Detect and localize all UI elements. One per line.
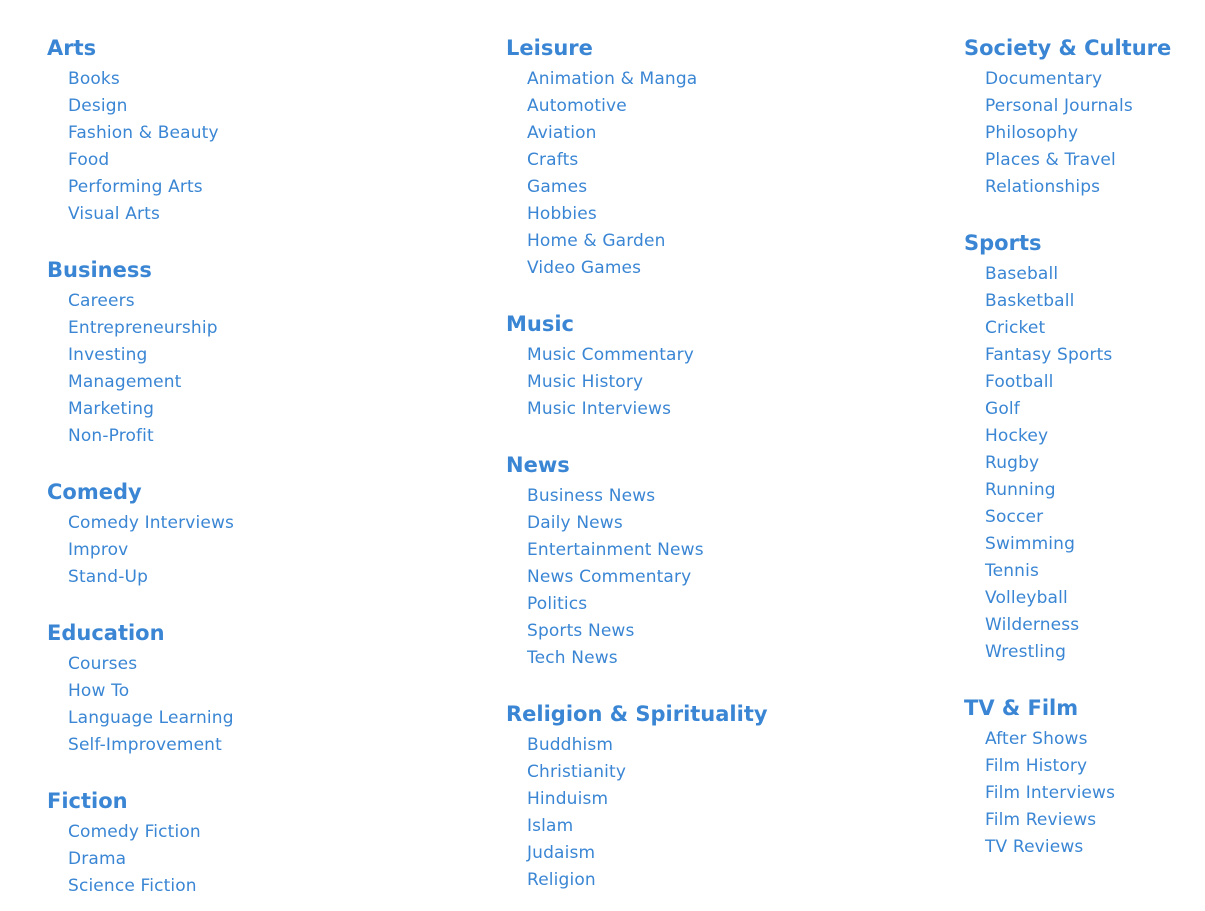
category-heading[interactable]: TV & Film <box>964 696 1079 720</box>
subcategory-link[interactable]: How To <box>68 681 130 701</box>
list-item <box>985 752 1205 779</box>
subcategory-link[interactable]: Personal Journals <box>985 96 1133 116</box>
subcategory-list <box>964 65 1205 200</box>
subcategory-link[interactable]: Management <box>68 372 182 392</box>
subcategory-link[interactable]: Cricket <box>985 318 1046 338</box>
subcategory-link[interactable]: Hockey <box>985 426 1049 446</box>
list-item <box>68 731 467 758</box>
list-item <box>68 422 467 449</box>
subcategory-list <box>47 509 467 590</box>
category-group-leisure <box>506 35 926 281</box>
list-item <box>985 806 1205 833</box>
category-group-fiction <box>47 788 467 899</box>
category-heading[interactable]: Business <box>47 258 152 282</box>
subcategory-link[interactable]: Animation & Manga <box>527 69 698 89</box>
subcategory-link[interactable]: Marketing <box>68 399 155 419</box>
category-heading[interactable]: Fiction <box>47 789 128 813</box>
list-item <box>985 476 1205 503</box>
subcategory-link[interactable]: Tech News <box>527 648 618 668</box>
category-heading[interactable]: News <box>506 453 570 477</box>
subcategory-link[interactable]: Automotive <box>527 96 627 116</box>
list-item <box>68 395 467 422</box>
subcategory-link[interactable]: Science Fiction <box>68 876 197 896</box>
list-item <box>985 395 1205 422</box>
subcategory-link[interactable]: News Commentary <box>527 567 692 587</box>
subcategory-link[interactable]: Fantasy Sports <box>985 345 1113 365</box>
list-item <box>985 725 1205 752</box>
list-item <box>68 65 467 92</box>
subcategory-list <box>506 65 926 281</box>
list-item <box>527 482 926 509</box>
subcategory-link[interactable]: Baseball <box>985 264 1059 284</box>
list-item <box>985 119 1205 146</box>
subcategory-link[interactable]: Comedy Interviews <box>68 513 235 533</box>
list-item <box>985 557 1205 584</box>
subcategory-link[interactable]: Crafts <box>527 150 579 170</box>
list-item <box>68 92 467 119</box>
category-group-education <box>47 620 467 758</box>
subcategory-link[interactable]: Soccer <box>985 507 1044 527</box>
list-item <box>985 92 1205 119</box>
subcategory-link[interactable]: Daily News <box>527 513 623 533</box>
list-item <box>527 92 926 119</box>
list-item <box>985 341 1205 368</box>
subcategory-link[interactable]: Sports News <box>527 621 635 641</box>
subcategory-link[interactable]: Documentary <box>985 69 1103 89</box>
subcategory-list <box>47 287 467 449</box>
list-item <box>527 119 926 146</box>
list-item <box>68 146 467 173</box>
category-heading[interactable]: Education <box>47 621 165 645</box>
category-group-sports <box>964 230 1205 665</box>
list-item <box>985 287 1205 314</box>
list-item <box>527 146 926 173</box>
list-item <box>985 146 1205 173</box>
subcategory-link[interactable]: Comedy Fiction <box>68 822 201 842</box>
subcategory-list <box>506 482 926 671</box>
subcategory-link[interactable]: Improv <box>68 540 129 560</box>
category-heading[interactable]: Arts <box>47 36 97 60</box>
list-item <box>68 287 467 314</box>
subcategory-link[interactable]: Non-Profit <box>68 426 154 446</box>
subcategory-list <box>964 725 1205 860</box>
category-heading[interactable]: Music <box>506 312 574 336</box>
subcategory-link[interactable]: Places & Travel <box>985 150 1116 170</box>
subcategory-list <box>47 818 467 899</box>
subcategory-link[interactable]: Basketball <box>985 291 1075 311</box>
list-item <box>68 341 467 368</box>
list-item <box>68 704 467 731</box>
category-heading[interactable]: Religion & Spirituality <box>506 702 768 726</box>
category-heading[interactable]: Comedy <box>47 480 142 504</box>
subcategory-link[interactable]: Buddhism <box>527 735 614 755</box>
subcategory-list <box>47 650 467 758</box>
subcategory-link[interactable]: Film Interviews <box>985 783 1116 803</box>
list-item <box>527 536 926 563</box>
subcategory-list <box>47 65 467 227</box>
list-item <box>527 341 926 368</box>
list-item <box>527 173 926 200</box>
list-item <box>527 368 926 395</box>
subcategory-list <box>506 341 926 422</box>
list-item <box>527 644 926 671</box>
subcategory-link[interactable]: Music Commentary <box>527 345 694 365</box>
list-item <box>985 584 1205 611</box>
subcategory-link[interactable]: Entrepreneurship <box>68 318 218 338</box>
list-item <box>527 866 926 893</box>
category-group-business <box>47 257 467 449</box>
list-item <box>985 314 1205 341</box>
category-group-music <box>506 311 926 422</box>
list-item <box>68 314 467 341</box>
category-heading[interactable]: Society & Culture <box>964 36 1172 60</box>
list-item <box>527 617 926 644</box>
subcategory-link[interactable]: Judaism <box>527 843 596 863</box>
list-item <box>68 650 467 677</box>
list-item <box>68 677 467 704</box>
subcategory-link[interactable]: Film History <box>985 756 1088 776</box>
list-item <box>68 200 467 227</box>
list-item <box>527 590 926 617</box>
list-item <box>985 833 1205 860</box>
list-item <box>527 395 926 422</box>
list-item <box>985 638 1205 665</box>
list-item <box>985 530 1205 557</box>
subcategory-link[interactable]: Christianity <box>527 762 627 782</box>
subcategory-link[interactable]: Film Reviews <box>985 810 1097 830</box>
subcategory-link[interactable]: Investing <box>68 345 148 365</box>
subcategory-list <box>964 260 1205 665</box>
list-item <box>68 563 467 590</box>
subcategory-link[interactable]: Fashion & Beauty <box>68 123 219 143</box>
subcategory-link[interactable]: Aviation <box>527 123 597 143</box>
list-item <box>527 785 926 812</box>
list-item <box>68 119 467 146</box>
subcategory-link[interactable]: Religion <box>527 870 596 890</box>
list-item <box>527 812 926 839</box>
list-item <box>68 872 467 899</box>
list-item <box>985 422 1205 449</box>
subcategory-link[interactable]: Swimming <box>985 534 1076 554</box>
list-item <box>68 173 467 200</box>
list-item <box>527 563 926 590</box>
list-item <box>985 368 1205 395</box>
subcategory-link[interactable]: Business News <box>527 486 656 506</box>
subcategory-link[interactable]: Rugby <box>985 453 1040 473</box>
category-heading[interactable]: Sports <box>964 231 1042 255</box>
list-item <box>527 200 926 227</box>
subcategory-link[interactable]: Video Games <box>527 258 642 278</box>
subcategory-link[interactable]: TV Reviews <box>985 837 1084 857</box>
subcategory-link[interactable]: Politics <box>527 594 588 614</box>
category-group-society-culture <box>964 35 1205 200</box>
subcategory-link[interactable]: Philosophy <box>985 123 1079 143</box>
subcategory-link[interactable]: Self-Improvement <box>68 735 222 755</box>
list-item <box>527 65 926 92</box>
category-group-arts <box>47 35 467 227</box>
list-item <box>68 845 467 872</box>
subcategory-link[interactable]: Drama <box>68 849 127 869</box>
subcategory-link[interactable]: Home & Garden <box>527 231 666 251</box>
subcategory-link[interactable]: Games <box>527 177 588 197</box>
list-item <box>985 611 1205 638</box>
subcategory-link[interactable]: Books <box>68 69 120 89</box>
list-item <box>68 818 467 845</box>
subcategory-link[interactable]: After Shows <box>985 729 1088 749</box>
category-group-news <box>506 452 926 671</box>
list-item <box>68 536 467 563</box>
subcategory-link[interactable]: Wrestling <box>985 642 1067 662</box>
category-group-comedy <box>47 479 467 590</box>
list-item <box>985 65 1205 92</box>
subcategory-link[interactable]: Music Interviews <box>527 399 672 419</box>
list-item <box>985 779 1205 806</box>
list-item <box>527 731 926 758</box>
list-item <box>527 839 926 866</box>
list-item <box>985 173 1205 200</box>
subcategory-link[interactable]: Hinduism <box>527 789 609 809</box>
subcategory-link[interactable]: Music History <box>527 372 644 392</box>
subcategory-link[interactable]: Islam <box>527 816 574 836</box>
subcategory-link[interactable]: Design <box>68 96 128 116</box>
list-item <box>527 758 926 785</box>
subcategory-link[interactable]: Hobbies <box>527 204 597 224</box>
subcategory-list <box>506 731 926 893</box>
list-item <box>527 509 926 536</box>
subcategory-link[interactable]: Golf <box>985 399 1020 419</box>
category-heading[interactable]: Leisure <box>506 36 593 60</box>
subcategory-link[interactable]: Tennis <box>985 561 1039 581</box>
subcategory-link[interactable]: Performing Arts <box>68 177 203 197</box>
subcategory-link[interactable]: Courses <box>68 654 138 674</box>
subcategory-link[interactable]: Language Learning <box>68 708 234 728</box>
list-item <box>985 260 1205 287</box>
category-group-tv-film <box>964 695 1205 860</box>
subcategory-link[interactable]: Entertainment News <box>527 540 704 560</box>
list-item <box>68 509 467 536</box>
subcategory-link[interactable]: Running <box>985 480 1056 500</box>
list-item <box>985 449 1205 476</box>
subcategory-link[interactable]: Visual Arts <box>68 204 160 224</box>
subcategory-link[interactable]: Food <box>68 150 110 170</box>
list-item <box>985 503 1205 530</box>
subcategory-link[interactable]: Careers <box>68 291 135 311</box>
list-item <box>527 227 926 254</box>
subcategory-link[interactable]: Wilderness <box>985 615 1080 635</box>
subcategory-link[interactable]: Volleyball <box>985 588 1068 608</box>
list-item <box>527 254 926 281</box>
list-item <box>68 368 467 395</box>
subcategory-link[interactable]: Stand-Up <box>68 567 149 587</box>
subcategory-link[interactable]: Relationships <box>985 177 1101 197</box>
subcategory-link[interactable]: Football <box>985 372 1054 392</box>
category-group-religion-spirituality <box>506 701 926 893</box>
